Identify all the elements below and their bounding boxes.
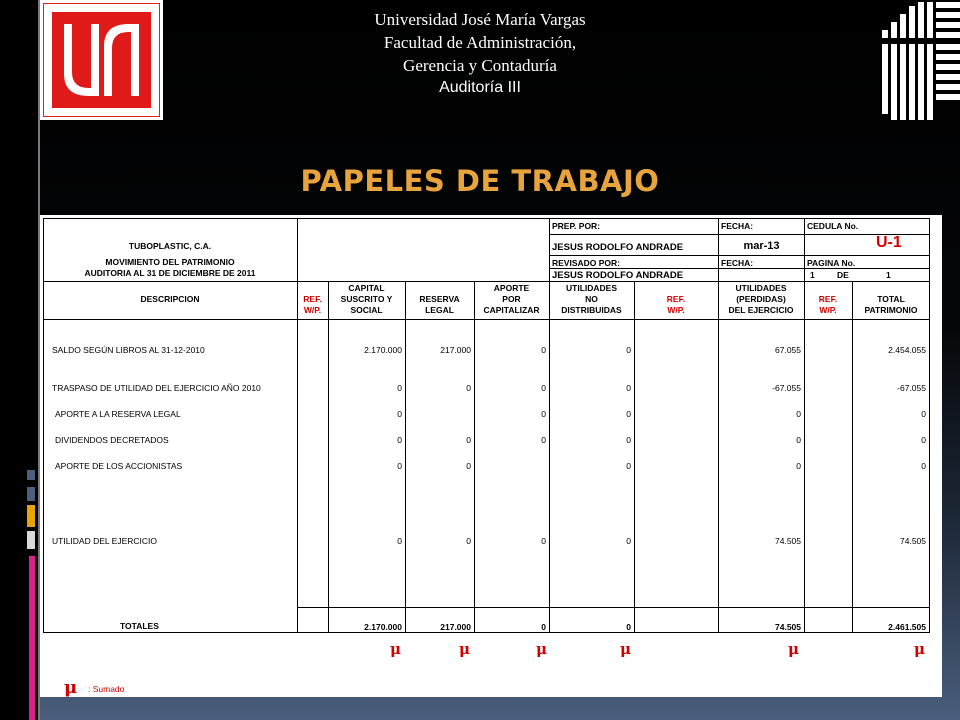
cell-util-nd: 0 — [626, 461, 631, 471]
total-util-nd: 0 — [626, 622, 631, 632]
row-desc: APORTE A LA RESERVA LEGAL — [55, 409, 181, 419]
col-utilidades-nd: UTILIDADES NO DISTRIBUIDAS — [561, 283, 622, 315]
col-ref-3: REF. W/P. — [818, 294, 838, 315]
deco-block — [27, 470, 35, 480]
cell-reserva: 0 — [466, 461, 471, 471]
col-capital: CAPITAL SUSCRITO Y SOCIAL — [340, 283, 393, 315]
deco-block — [27, 505, 35, 527]
pagina-current: 1 — [810, 270, 815, 280]
cell-reserva: 217.000 — [440, 345, 471, 355]
cell-util-ej: 74.505 — [775, 536, 801, 546]
row-desc: DIVIDENDOS DECRETADOS — [55, 435, 169, 445]
prep-label: PREP. POR: — [552, 221, 601, 231]
cell-total: 0 — [921, 435, 926, 445]
company-name: TUBOPLASTIC, C.A. — [128, 241, 212, 251]
grid-line — [718, 218, 719, 633]
sumado-tick-mark: μ — [459, 640, 470, 658]
cell-util-ej: -67.055 — [772, 383, 801, 393]
grid-line — [634, 281, 635, 633]
cell-reserva: 0 — [466, 383, 471, 393]
row-desc: TRASPASO DE UTILIDAD DEL EJERCICIO AÑO 2010 — [52, 383, 261, 393]
cell-capital: 0 — [397, 536, 402, 546]
cell-total: 0 — [921, 461, 926, 471]
cell-aporte: 0 — [541, 383, 546, 393]
cell-util-ej: 0 — [796, 461, 801, 471]
cell-capital: 0 — [397, 409, 402, 419]
total-patrimonio: 2.461.505 — [888, 622, 926, 632]
grid-line — [405, 281, 406, 633]
grid-line — [549, 255, 930, 256]
col-total: TOTAL PATRIMONIO — [864, 294, 918, 315]
cell-aporte: 0 — [541, 536, 546, 546]
pagina-label: PAGINA No. — [807, 258, 856, 268]
deco-block — [27, 531, 35, 549]
grid-line — [549, 268, 930, 269]
cell-total: -67.055 — [897, 383, 926, 393]
cell-util-ej: 0 — [796, 409, 801, 419]
grid-line — [297, 218, 298, 633]
grid-line — [852, 281, 853, 633]
sumado-tick-mark: μ — [914, 640, 925, 658]
sumado-tick-mark: μ — [536, 640, 547, 658]
cell-util-nd: 0 — [626, 435, 631, 445]
col-reserva: RESERVA LEGAL — [419, 294, 460, 315]
cell-util-ej: 0 — [796, 435, 801, 445]
grid-line — [549, 234, 930, 235]
course-name: Auditoría III — [439, 79, 521, 96]
grid-line — [297, 607, 930, 608]
legend-text: : Sumado — [88, 684, 125, 694]
col-aporte: APORTE POR CAPITALIZAR — [483, 283, 540, 315]
cell-capital: 2.170.000 — [364, 345, 402, 355]
total-aporte: 0 — [541, 622, 546, 632]
grid-line — [43, 281, 930, 282]
cell-total: 0 — [921, 409, 926, 419]
prep-value: JESUS RODOLFO ANDRADE — [552, 242, 684, 253]
grid-line — [43, 319, 930, 320]
totals-label: TOTALES — [120, 621, 159, 631]
col-utilidades-ej: UTILIDADES (PERDIDAS) DEL EJERCICIO — [728, 283, 794, 315]
total-reserva: 217.000 — [440, 622, 471, 632]
grid-line — [549, 218, 550, 633]
row-desc: SALDO SEGÚN LIBROS AL 31-12-2010 — [52, 345, 205, 355]
row-desc: UTILIDAD DEL EJERCICIO — [52, 536, 158, 546]
fecha-label-2: FECHA: — [721, 258, 754, 268]
pagina-total: 1 — [886, 270, 891, 280]
sumado-tick-mark: μ — [620, 640, 631, 658]
cell-util-nd: 0 — [626, 345, 631, 355]
pagina-de: DE — [837, 270, 849, 280]
faculty-name: Facultad de Administración, — [383, 33, 577, 52]
cell-util-nd: 0 — [626, 409, 631, 419]
cell-aporte: 0 — [541, 435, 546, 445]
legend-tick-mark: μ — [64, 677, 78, 697]
slide-title: PAPELES DE TRABAJO — [300, 164, 660, 198]
deco-block — [27, 487, 35, 501]
row-desc: APORTE DE LOS ACCIONISTAS — [55, 461, 183, 471]
total-capital: 2.170.000 — [364, 622, 402, 632]
cell-total: 2.454.055 — [888, 345, 926, 355]
cell-capital: 0 — [397, 435, 402, 445]
working-paper-sheet — [40, 215, 942, 697]
cell-aporte: 0 — [541, 409, 546, 419]
university-logo — [40, 0, 163, 120]
col-ref-2: REF. W/P. — [666, 294, 686, 315]
cell-reserva: 0 — [466, 536, 471, 546]
fecha-value: mar-13 — [743, 240, 780, 252]
cell-capital: 0 — [397, 383, 402, 393]
cell-aporte: 0 — [541, 345, 546, 355]
worksheet-subtitle: MOVIMIENTO DEL PATRIMONIO — [105, 257, 235, 267]
cell-reserva: 0 — [466, 435, 471, 445]
revisado-value: JESUS RODOLFO ANDRADE — [552, 270, 684, 281]
cedula-value: U-1 — [876, 234, 902, 251]
col-descripcion: DESCRIPCION — [140, 294, 200, 304]
sumado-tick-mark: μ — [390, 640, 401, 658]
cedula-label: CEDULA No. — [807, 221, 859, 231]
grid-line — [328, 281, 329, 633]
col-ref-1: REF. W/P. — [303, 294, 322, 315]
cell-util-nd: 0 — [626, 383, 631, 393]
cell-util-nd: 0 — [626, 536, 631, 546]
cell-total: 74.505 — [900, 536, 926, 546]
university-header — [290, 8, 670, 99]
fecha-label: FECHA: — [721, 221, 754, 231]
department-name: Gerencia y Contaduría — [403, 56, 557, 75]
worksheet-audit-date: AUDITORIA AL 31 DE DICIEMBRE DE 2011 — [84, 268, 256, 278]
total-util-ej: 74.505 — [775, 622, 801, 632]
revisado-label: REVISADO POR: — [552, 258, 621, 268]
university-name: Universidad José María Vargas — [374, 10, 586, 29]
grid-line — [804, 218, 805, 633]
cell-capital: 0 — [397, 461, 402, 471]
decorative-line-pattern — [882, 0, 960, 120]
grid-line — [474, 281, 475, 633]
cell-util-ej: 67.055 — [775, 345, 801, 355]
sumado-tick-mark: μ — [788, 640, 799, 658]
deco-block — [29, 556, 35, 720]
